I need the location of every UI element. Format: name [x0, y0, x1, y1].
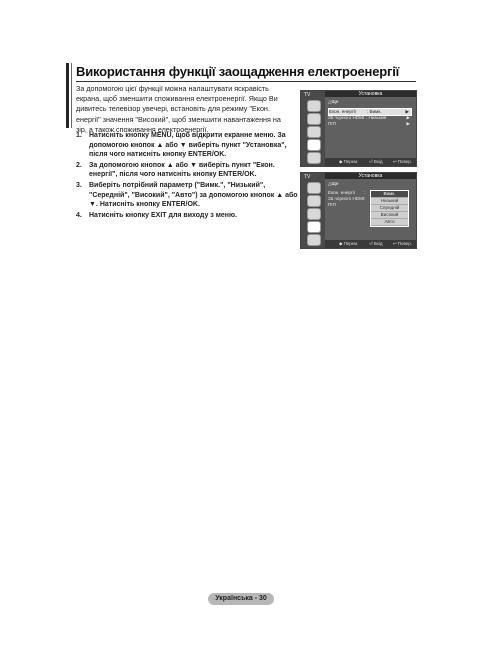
- menu-row-pip: [328, 121, 412, 127]
- step-text: За допомогою кнопок ▲ або ▼ виберіть пункт "Екон. енергії", після чого натисніть кнопку ENTER/OK.: [89, 161, 275, 179]
- option-auto: Авто: [371, 219, 408, 226]
- input-icon: [307, 152, 321, 164]
- section-header: [66, 63, 416, 83]
- row-label: Зв.чорного HDMI: [328, 115, 365, 120]
- row-value: : Низький: [366, 115, 387, 120]
- sound-icon: [307, 195, 321, 207]
- step-3: [76, 181, 298, 210]
- channel-icon: [307, 126, 321, 138]
- energy-option-dropdown: [370, 190, 409, 227]
- header-accent-line: [71, 63, 72, 128]
- option-off: Вимк.: [371, 191, 408, 198]
- tv-menu-screenshot-1: [300, 90, 417, 167]
- row-label: ПІП: [328, 202, 336, 207]
- setup-icon: [307, 221, 321, 233]
- menu-footer: [325, 158, 416, 166]
- option-medium: Середній: [371, 205, 408, 212]
- menu-header: Установка: [325, 91, 416, 97]
- chevron-right-icon: ▶: [406, 121, 410, 126]
- channel-icon: [307, 208, 321, 220]
- header-accent-bar: [66, 63, 69, 128]
- menu-sidebar: [301, 173, 325, 248]
- footer-move: ◆ Перем.: [339, 159, 359, 164]
- tv-label: TV: [304, 92, 311, 98]
- title-underline: [76, 81, 416, 82]
- step-number: 2.: [76, 161, 82, 169]
- step-text: Натисніть кнопку EXIT для виходу з меню.: [89, 211, 237, 219]
- row-label: ПІП: [328, 121, 336, 126]
- step-4: [76, 211, 298, 221]
- picture-icon: [307, 100, 321, 112]
- footer-enter: ⏎ Вхід: [369, 159, 383, 164]
- chevron-right-icon: ▶: [405, 109, 409, 114]
- menu-more: △Ще: [328, 181, 339, 186]
- step-number: 3.: [76, 181, 82, 189]
- option-low: Низький: [371, 198, 408, 205]
- step-number: 1.: [76, 132, 82, 139]
- menu-sidebar: [301, 91, 325, 166]
- footer-move: ◆ Перем.: [339, 241, 359, 246]
- menu-header: Установка: [325, 173, 416, 179]
- footer-enter: ⏎ Вхід: [369, 241, 383, 246]
- setup-icon: [307, 139, 321, 151]
- intro-paragraph: За допомогою цієї функції можна налаштувати яскравість екрана, щоб зменшити споживання електроенергії. Якщо Ви дивитесь телевізор увечері, встановіть для режиму "Екон. енергії" значення "Високий", щоб зменшити навантаження на зір, а також споживання електроенергії.: [76, 84, 281, 134]
- page-title: Використання функції заощадження електроенергії: [76, 64, 400, 79]
- footer-back: ↩ Повер.: [393, 241, 412, 246]
- step-1: [76, 131, 298, 160]
- row-value: :: [364, 196, 366, 201]
- menu-more: △Ще: [328, 99, 339, 104]
- row-label: Екон. енергії: [328, 190, 355, 195]
- option-high: Високий: [371, 212, 408, 219]
- sound-icon: [307, 113, 321, 125]
- step-number: 4.: [76, 211, 82, 219]
- row-value: :: [364, 190, 366, 195]
- footer-back: ↩ Повер.: [393, 159, 412, 164]
- step-2: [76, 161, 298, 180]
- picture-icon: [307, 182, 321, 194]
- row-label: Зв.чорного HDMI: [328, 196, 365, 201]
- page-number-badge: Українська - 30: [208, 593, 274, 605]
- chevron-right-icon: ▶: [406, 115, 410, 120]
- tv-label: TV: [304, 174, 311, 180]
- row-label: Екон. енергії: [329, 109, 356, 114]
- steps-list: [76, 131, 298, 221]
- row-value: : Вимк.: [367, 109, 382, 114]
- step-text: Виберіть потрібний параметр ("Вимк.", "Низький", "Середній", "Високий", "Авто") за допомогою кнопок ▲ або ▼. Натисніть кнопку ENTER/OK.: [89, 181, 298, 209]
- input-icon: [307, 234, 321, 246]
- step-text: Натисніть кнопку MENU, щоб відкрити екранне меню. За допомогою кнопок ▲ або ▼ виберіть пункт "Установка", після чого натисніть кнопку ENTER/OK.: [89, 132, 287, 159]
- menu-footer: [325, 240, 416, 248]
